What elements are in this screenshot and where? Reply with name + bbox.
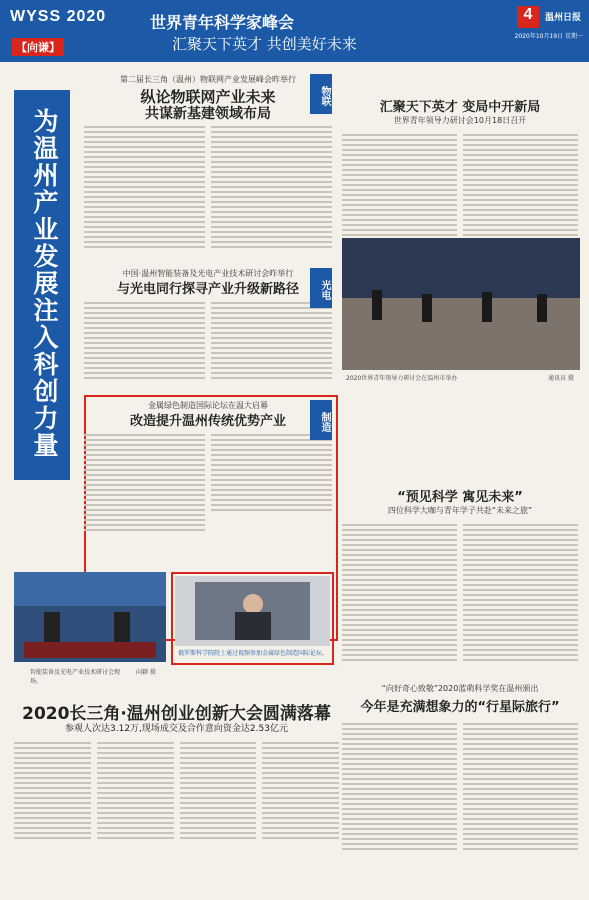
conference-subhead: 参观人次达3.12万,现场成交及合作意向资金达2.53亿元 — [65, 724, 288, 734]
manufacturing-headline: 改造提升温州传统优势产业 — [129, 414, 286, 429]
section-label-optic: 光电 — [310, 268, 332, 308]
forum-photo-caption: 2020世界青年领导力研讨会在温州市举办 — [346, 375, 458, 382]
leadership-headline: 汇聚天下英才 变局中开新局 — [379, 100, 541, 115]
leadership-body — [342, 134, 578, 239]
issue-date: 2020年10月19日 星期一 — [514, 33, 583, 40]
optic-headline: 与光电同行探寻产业升级新路径 — [116, 282, 299, 297]
future-subhead: 四位科学大咖与青年学子共赴“未来之旅” — [387, 506, 533, 515]
iot-subhead: 共谋新基建领域布局 — [145, 106, 271, 122]
optic-body — [84, 302, 332, 382]
future-science-article — [342, 486, 578, 664]
masthead-subtitle: 汇聚天下英才 共创美好未来 — [172, 35, 357, 53]
iot-kicker: 第二届长三角（温州）物联网产业发展峰会昨举行 — [120, 75, 296, 84]
future-headline: “预见科学 寓见未来” — [397, 490, 523, 505]
iot-section — [84, 74, 332, 251]
manufacturing-body — [84, 434, 332, 534]
iot-headline: 纵论物联网产业未来 — [140, 88, 276, 106]
forum-stage-photo — [342, 238, 580, 370]
science-prize-article — [342, 683, 578, 853]
prize-kicker: “向好奇心致敬”2020蓝萌科学奖在温州颁出 — [381, 684, 539, 693]
video-conference-photo — [175, 576, 330, 646]
signing-ceremony-photo — [14, 572, 166, 662]
signing-credit: 向颖 摄 — [136, 669, 156, 676]
masthead-title: 世界青年科学家峰会 — [150, 13, 295, 32]
forum-photo-credit: 通讯员 摄 — [548, 375, 574, 382]
section-tag: 【向谦】 — [12, 38, 64, 56]
signing-caption: 智能装备及光电产业技术研讨会现场。 — [30, 669, 121, 685]
newspaper-brand: 温州日报 — [544, 13, 581, 23]
future-body — [342, 524, 578, 664]
prize-body — [342, 723, 578, 853]
section-label-manufacturing: 制造 — [310, 400, 332, 440]
section-label-iot: 物联 — [310, 74, 332, 114]
wyss-logo: WYSS 2020 — [10, 8, 107, 25]
manufacturing-kicker: 金属绿色制造国际论坛在温大启幕 — [148, 401, 268, 410]
video-caption: 俄罗斯科学院院士通过视频参加金属绿色制造国际论坛。 — [178, 650, 329, 657]
optic-kicker: 中国·温州智能装备及光电产业技术研讨会昨举行 — [122, 269, 294, 278]
optic-section — [84, 268, 332, 382]
prize-headline: 今年是充满想象力的“行星际旅行” — [360, 700, 560, 715]
manufacturing-section — [84, 400, 332, 534]
masthead — [0, 0, 589, 62]
iot-body — [84, 126, 332, 251]
vertical-banner-text: 为温州产业发展注入科创力量 — [30, 108, 59, 459]
leadership-article — [342, 96, 578, 239]
page-number: 4 — [517, 6, 539, 28]
conference-headline: 2020长三角·温州创业创新大会圆满落幕 — [22, 704, 331, 724]
vertical-banner — [14, 90, 70, 480]
conference-body — [14, 742, 339, 842]
leadership-subhead: 世界青年领导力研讨会10月18日召开 — [393, 116, 527, 125]
